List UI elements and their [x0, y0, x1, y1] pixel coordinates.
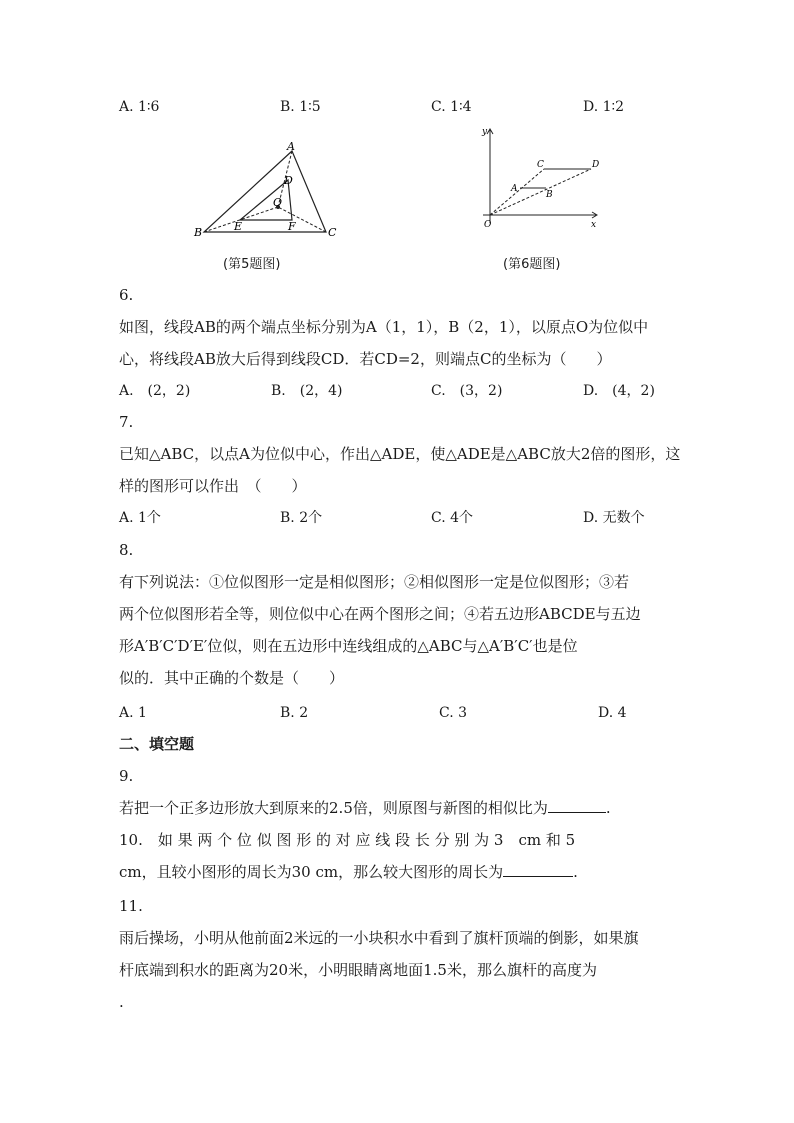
q7-option-a: A. 1个 [119, 510, 161, 526]
label-o: O [273, 196, 283, 209]
label-d: D [284, 174, 293, 187]
q10-text: cm，且较小图形的周长为30 cm，那么较大图形的周长为 [119, 863, 504, 881]
q5-option-d: D. 1∶2 [583, 99, 625, 115]
q7-option-b: B. 2个 [280, 510, 323, 526]
label-d: D [592, 160, 600, 170]
q7-line-2: 样的图形可以作出 （ ） [119, 477, 307, 495]
q10-answer-blank[interactable] [503, 862, 573, 877]
q9-number: 9. [119, 767, 134, 785]
q8-option-d: D. 4 [598, 705, 627, 721]
q9-line-1 [119, 798, 611, 818]
label-b: B [546, 190, 553, 200]
label-origin: O [484, 220, 492, 230]
q11-number: 11. [119, 897, 143, 915]
q5-option-c: C. 1∶4 [431, 99, 472, 115]
q11-line-2: 杆底端到积水的距离为20米，小明眼睛离地面1.5米，那么旗杆的高度为 [119, 961, 597, 979]
q5-option-a: A. 1∶6 [119, 99, 160, 115]
q10-line-1: 10. 如 果 两 个 位 似 图 形 的 对 应 线 段 长 分 别 为 3 cm 和 5 [119, 831, 576, 849]
q9-end: . [605, 799, 611, 817]
figure-6-diagram [478, 125, 603, 235]
q8-option-b: B. 2 [280, 705, 309, 721]
q9-answer-blank[interactable] [548, 798, 606, 813]
figure-5-caption: (第5题图) [223, 257, 281, 272]
q6-line-2: 心，将线段AB放大后得到线段CD．若CD=2，则端点C的坐标为（ ） [119, 350, 612, 368]
dashed-line-od [490, 169, 591, 215]
q9-text: 若把一个正多边形放大到原来的2.5倍，则原图与新图的相似比为 [119, 799, 548, 817]
q8-line-3: 形A′B′C′D′E′位似，则在五边形中连线组成的△ABC与△A′B′C′也是位 [119, 637, 578, 655]
label-e: E [234, 220, 243, 233]
q10-line-2 [119, 862, 578, 882]
q6-option-b: B. (2，4) [271, 383, 343, 399]
figure-5-diagram [188, 135, 348, 245]
q8-option-c: C. 3 [439, 705, 468, 721]
q6-line-1: 如图，线段AB的两个端点坐标分别为A（1，1），B（2，1），以原点O为位似中 [119, 318, 649, 336]
q10-end: . [573, 863, 578, 881]
q6-option-c: C. (3，2) [431, 383, 503, 399]
figure-6-caption: (第6题图) [503, 257, 561, 272]
q7-line-1: 已知△ABC，以点A为位似中心，作出△ADE，使△ADE是△ABC放大2倍的图形，这 [119, 445, 681, 463]
q6-number: 6. [119, 286, 134, 304]
label-c: C [537, 160, 544, 170]
label-b: B [194, 226, 203, 239]
q6-option-a: A. (2，2) [119, 383, 191, 399]
q7-option-d: D. 无数个 [583, 510, 645, 526]
label-c: C [328, 226, 337, 239]
q8-line-1: 有下列说法：①位似图形一定是相似图形；②相似图形一定是位似图形；③若 [119, 573, 630, 591]
q11-line-1: 雨后操场，小明从他前面2米远的一小块积水中看到了旗杆顶端的倒影，如果旗 [119, 929, 639, 947]
section-heading-fill-in: 二、填空题 [119, 735, 195, 753]
label-y: y [482, 127, 488, 137]
q5-option-b: B. 1∶5 [280, 99, 321, 115]
q8-line-4: 似的．其中正确的个数是（ ） [119, 669, 345, 687]
q8-option-a: A. 1 [119, 705, 147, 721]
label-a: A [511, 184, 518, 194]
q11-end: . [119, 993, 124, 1011]
label-x: x [591, 220, 597, 230]
label-a: A [287, 140, 295, 153]
label-f: F [288, 220, 296, 233]
q7-number: 7. [119, 413, 134, 431]
q7-option-c: C. 4个 [431, 510, 474, 526]
q8-line-2: 两个位似图形若全等，则位似中心在两个图形之间；④若五边形ABCDE与五边 [119, 605, 641, 623]
q8-number: 8. [119, 541, 134, 559]
q6-option-d: D. (4，2) [583, 383, 655, 399]
